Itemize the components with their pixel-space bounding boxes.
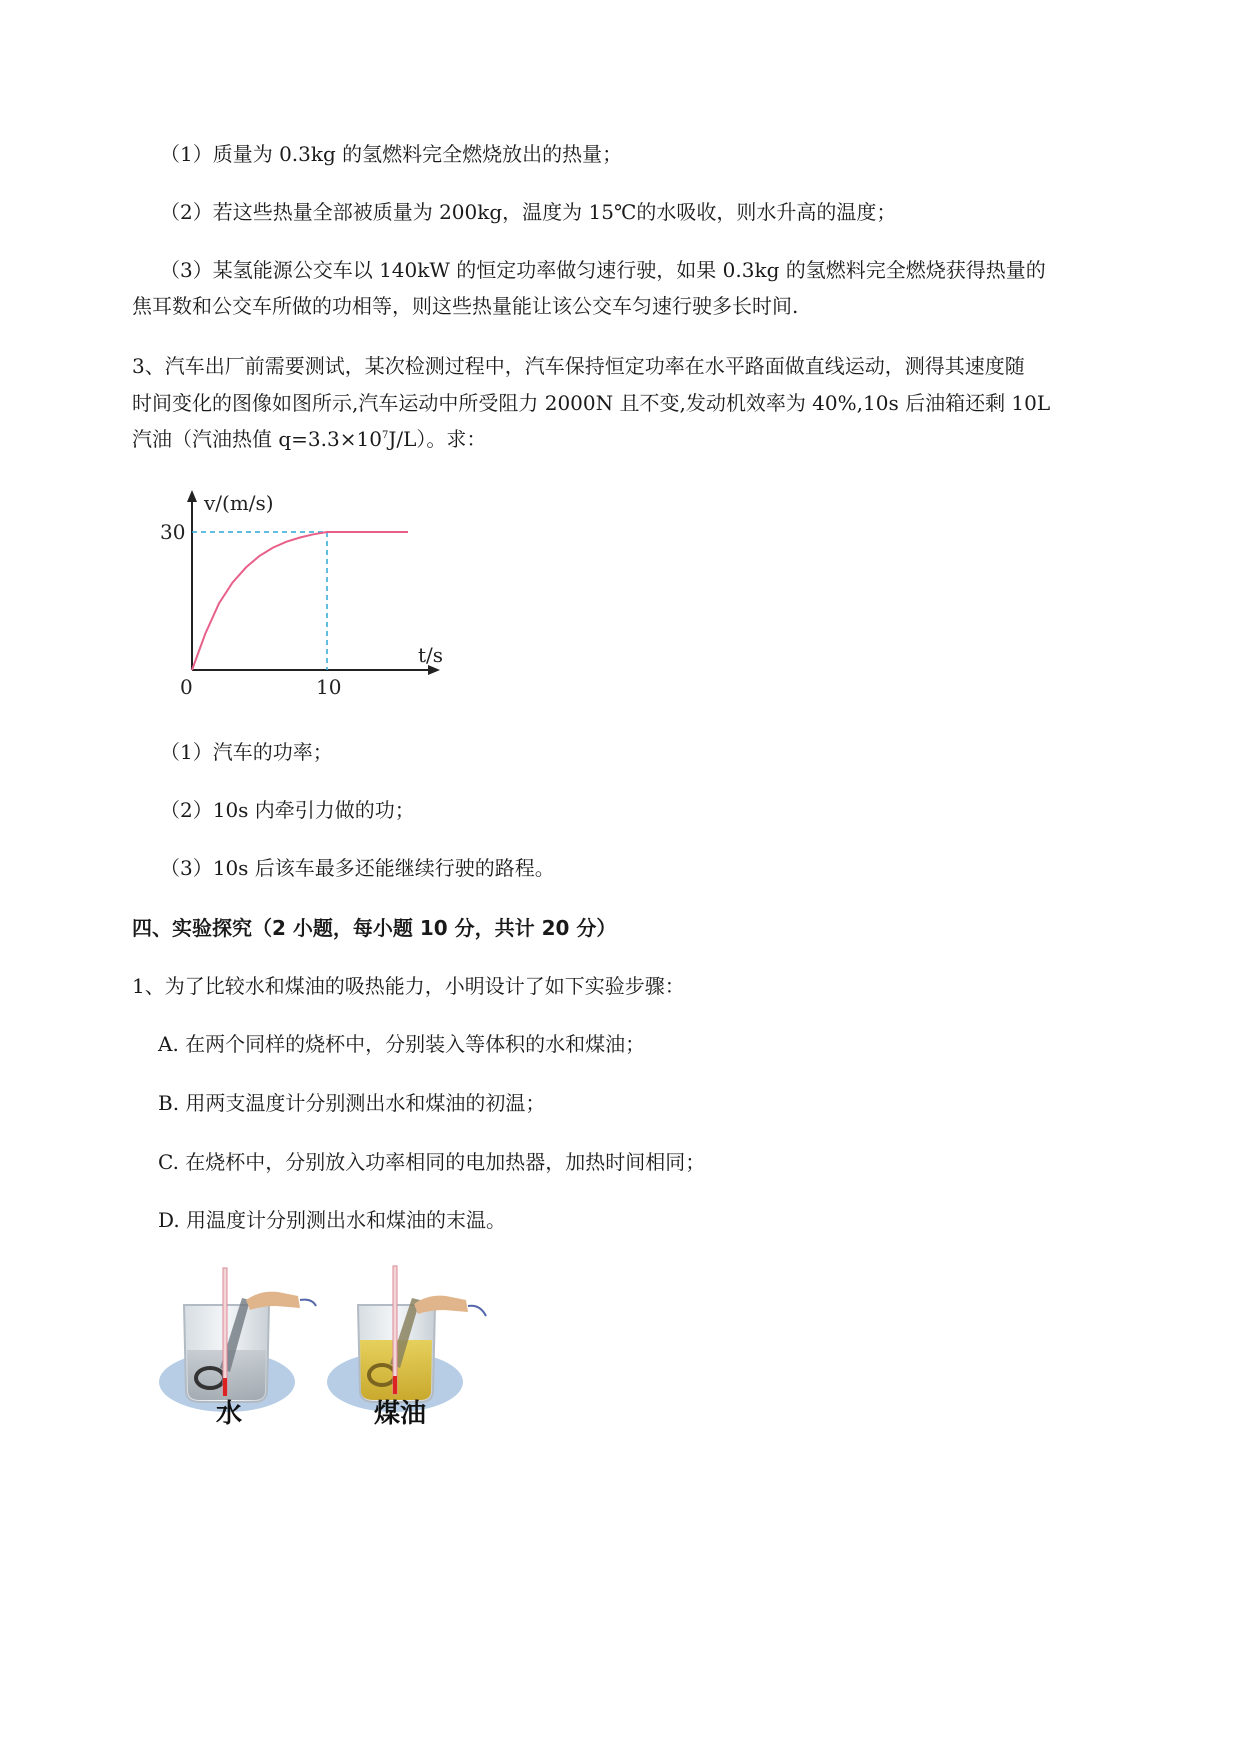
q3-stem-line2: 时间变化的图像如图所示,汽车运动中所受阻力 2000N 且不变,发动机效率为 40%,10s 后油箱还剩 10L: [132, 391, 1051, 415]
exp1-step-c: C. 在烧杯中，分别放入功率相同的电加热器，加热时间相同；: [158, 1150, 706, 1174]
y-tick-label: 30: [160, 520, 186, 544]
q3-stem-line1: 3、汽车出厂前需要测试，某次检测过程中，汽车保持恒定功率在水平路面做直线运动，测得其速度随: [132, 354, 1025, 378]
y-axis-arrow: [187, 490, 197, 502]
q2-item-3: （3）某氢能源公交车以 140kW 的恒定功率做匀速行驶，如果 0.3kg 的氢燃料完全燃烧获得热量的: [160, 258, 1046, 282]
section-heading: 四、实验探究（2 小题，每小题 10 分，共计 20 分）: [132, 916, 617, 940]
y-axis-label: v/(m/s): [204, 491, 274, 515]
x-axis-label: t/s: [418, 643, 444, 667]
water-beaker: [159, 1268, 316, 1429]
kerosene-beaker: [327, 1266, 486, 1429]
x-tick-label: 0: [180, 675, 193, 699]
q2-item-3-cont: 焦耳数和公交车所做的功相等，则这些热量能让该公交车匀速行驶多长时间.: [132, 294, 799, 318]
q2-item-1: （1）质量为 0.3kg 的氢燃料完全燃烧放出的热量；: [160, 142, 623, 166]
x-tick-label: 10: [316, 675, 342, 699]
water-label: 水: [216, 1399, 243, 1429]
q3-item-2: （2）10s 内牵引力做的功；: [160, 798, 415, 822]
velocity-time-chart: [150, 480, 460, 710]
q3-item-3: （3）10s 后该车最多还能继续行驶的路程。: [160, 856, 555, 880]
exp1-step-a: A. 在两个同样的烧杯中，分别装入等体积的水和煤油；: [158, 1032, 646, 1056]
kerosene-label: 煤油: [374, 1399, 427, 1429]
exp1-step-b: B. 用两支温度计分别测出水和煤油的初温；: [158, 1091, 546, 1115]
velocity-curve: [192, 532, 408, 670]
exp1-intro: 1、为了比较水和煤油的吸热能力，小明设计了如下实验步骤：: [132, 974, 685, 998]
q2-item-2: （2）若这些热量全部被质量为 200kg，温度为 15℃的水吸收，则水升高的温度；: [160, 200, 897, 224]
q3-stem-line3: 汽油（汽油热值 $q=3.3\times 10^7J/L$）。求：: [132, 427, 487, 451]
q3-item-1: （1）汽车的功率；: [160, 740, 333, 764]
exp1-step-d: D. 用温度计分别测出水和煤油的末温。: [158, 1208, 507, 1232]
beakers-illustration: [150, 1260, 490, 1440]
